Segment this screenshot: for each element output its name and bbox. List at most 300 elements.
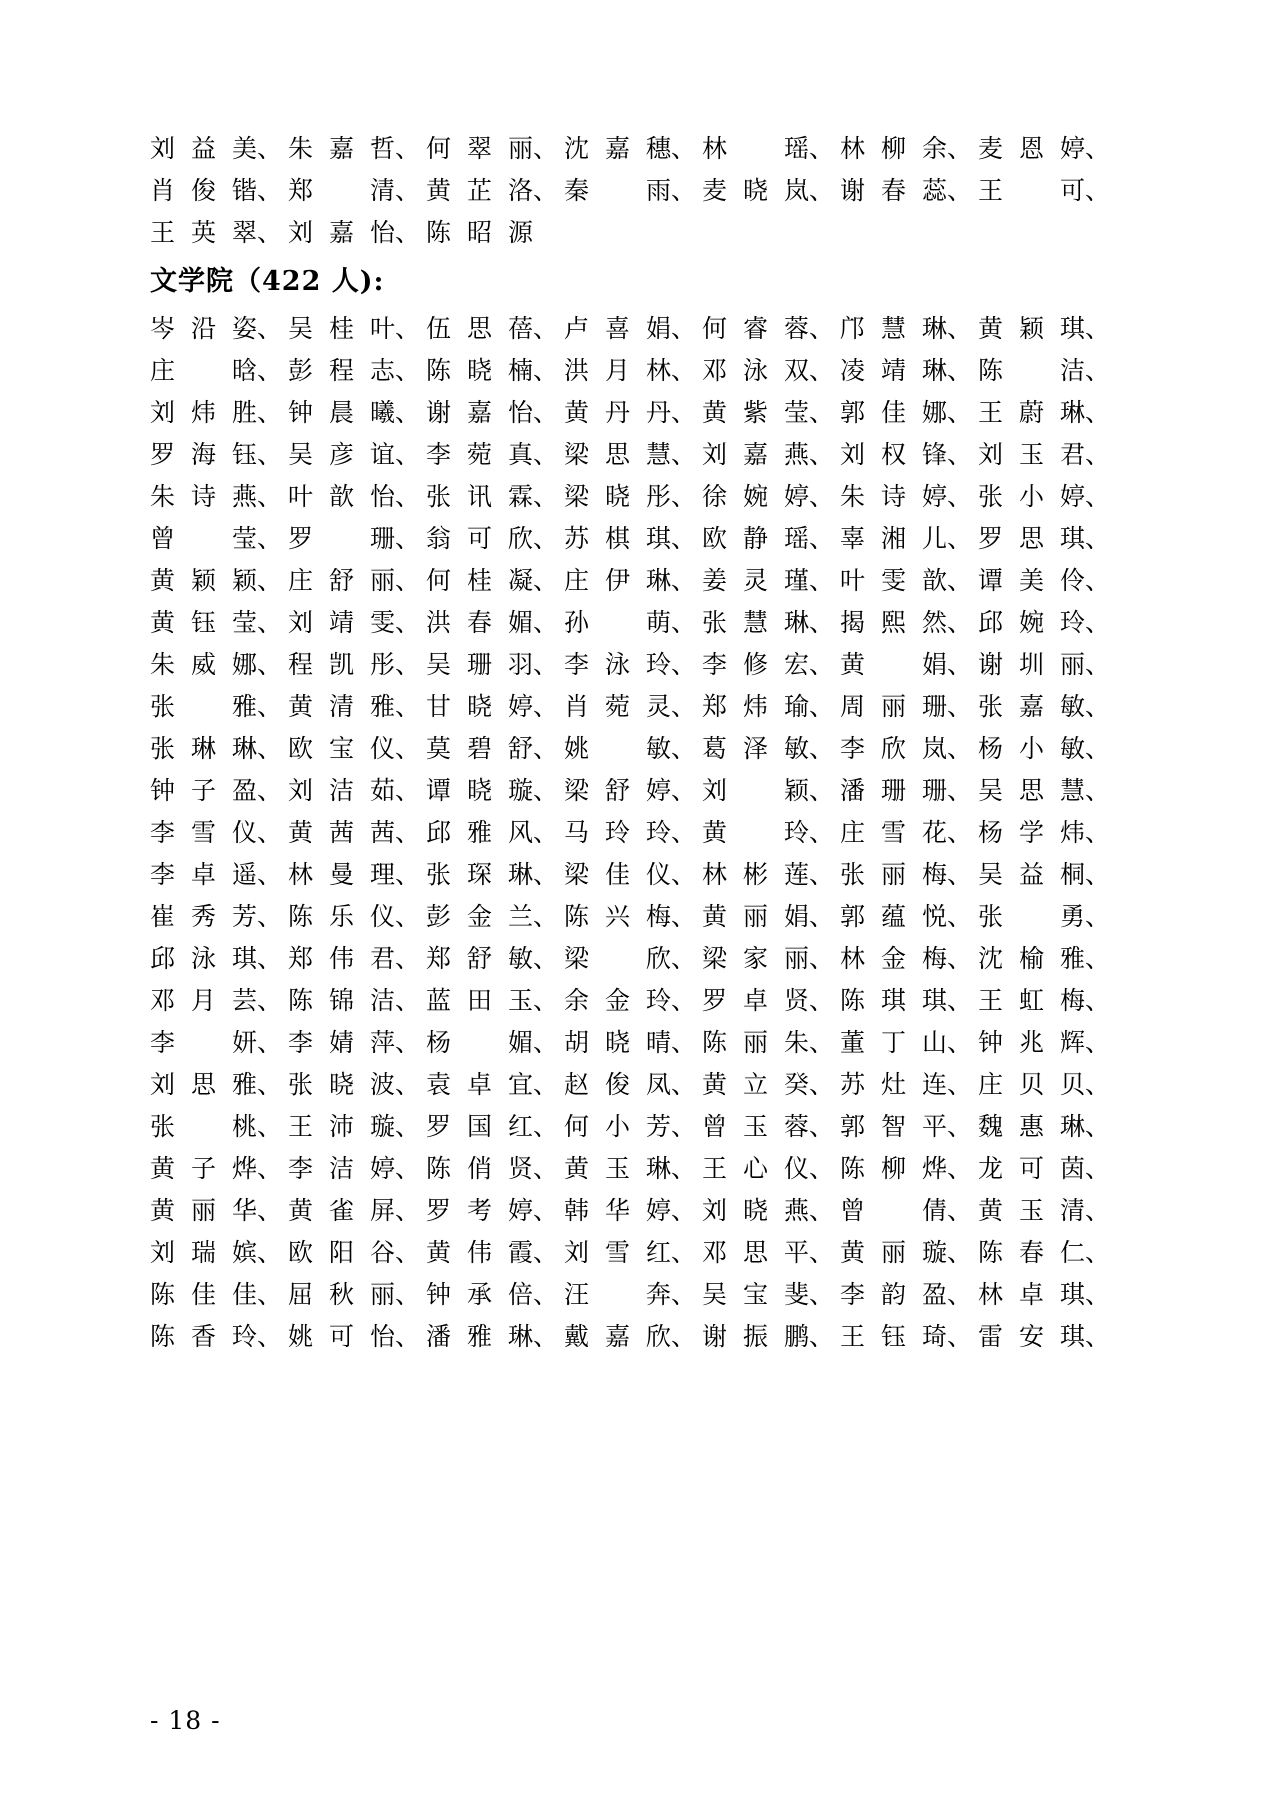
name-separator: 、 <box>947 1112 973 1141</box>
name-cell <box>564 938 702 980</box>
name-cell <box>564 392 702 434</box>
name-cell <box>840 518 978 560</box>
person-name: 何翠丽 <box>426 134 533 163</box>
name-separator: 、 <box>809 1196 835 1225</box>
name-cell <box>564 1232 702 1274</box>
name-cell <box>288 308 426 350</box>
person-name: 陈俏贤 <box>426 1154 533 1183</box>
name-separator: 、 <box>1085 440 1111 469</box>
name-separator: 、 <box>533 356 559 385</box>
person-name: 张琳琳 <box>150 734 257 763</box>
name-cell <box>978 686 1116 728</box>
name-separator: 、 <box>947 482 973 511</box>
name-cell <box>426 1190 564 1232</box>
name-separator: 、 <box>1085 1280 1111 1309</box>
name-row <box>150 1064 1116 1106</box>
name-separator: 、 <box>1085 1154 1111 1183</box>
name-separator: 、 <box>257 986 283 1015</box>
name-cell <box>978 1232 1116 1274</box>
name-cell <box>702 392 840 434</box>
person-name: 邱泳琪 <box>150 944 257 973</box>
person-name: 刘嘉燕 <box>702 440 809 469</box>
name-separator: 、 <box>947 608 973 637</box>
name-separator: 、 <box>1085 734 1111 763</box>
name-list-section-block <box>150 308 1116 1358</box>
name-cell <box>288 896 426 938</box>
person-name: 李婧萍 <box>288 1028 395 1057</box>
person-name: 郑 清 <box>288 176 395 205</box>
name-separator: 、 <box>257 356 283 385</box>
person-name: 彭金兰 <box>426 902 533 931</box>
person-name: 郑舒敏 <box>426 944 533 973</box>
name-separator: 、 <box>947 1322 973 1351</box>
name-separator: 、 <box>809 1154 835 1183</box>
person-name: 何睿蓉 <box>702 314 809 343</box>
person-name: 邓思平 <box>702 1238 809 1267</box>
name-separator: 、 <box>947 776 973 805</box>
name-cell <box>840 1316 978 1358</box>
name-separator: 、 <box>671 314 697 343</box>
name-separator: 、 <box>533 650 559 679</box>
person-name: 姚可怡 <box>288 1322 395 1351</box>
name-separator: 、 <box>1085 134 1111 163</box>
name-separator: 、 <box>533 176 559 205</box>
name-cell <box>840 812 978 854</box>
name-separator: 、 <box>671 176 697 205</box>
person-name: 胡晓晴 <box>564 1028 671 1057</box>
name-separator: 、 <box>809 1070 835 1099</box>
name-cell <box>150 686 288 728</box>
person-name: 罗思琪 <box>978 524 1085 553</box>
name-separator: 、 <box>947 1028 973 1057</box>
person-name: 林柳余 <box>840 134 947 163</box>
name-separator: 、 <box>809 986 835 1015</box>
name-cell <box>426 1064 564 1106</box>
person-name: 陈香玲 <box>150 1322 257 1351</box>
person-name: 谢嘉怡 <box>426 398 533 427</box>
person-name: 汪 奔 <box>564 1280 671 1309</box>
name-cell <box>564 1316 702 1358</box>
name-separator: 、 <box>671 440 697 469</box>
name-cell <box>702 1106 840 1148</box>
person-name: 林卓琪 <box>978 1280 1085 1309</box>
name-cell <box>978 1148 1116 1190</box>
person-name: 郭蕴悦 <box>840 902 947 931</box>
name-cell <box>288 938 426 980</box>
person-name: 黄清雅 <box>288 692 395 721</box>
name-row <box>150 560 1116 602</box>
name-separator: 、 <box>809 440 835 469</box>
name-cell <box>288 434 426 476</box>
name-row <box>150 392 1116 434</box>
person-name: 罗卓贤 <box>702 986 809 1015</box>
name-separator: 、 <box>257 944 283 973</box>
section-heading: 文学院（422 人): <box>150 266 385 297</box>
person-name: 黄丽璇 <box>840 1238 947 1267</box>
person-name: 周丽珊 <box>840 692 947 721</box>
person-name: 何小芳 <box>564 1112 671 1141</box>
person-name: 吴桂叶 <box>288 314 395 343</box>
name-row <box>150 434 1116 476</box>
name-separator: 、 <box>671 524 697 553</box>
name-cell <box>840 350 978 392</box>
name-cell <box>288 1232 426 1274</box>
name-separator: 、 <box>533 1028 559 1057</box>
name-cell <box>150 1274 288 1316</box>
name-separator: 、 <box>809 776 835 805</box>
name-separator: 、 <box>533 818 559 847</box>
name-separator: 、 <box>395 902 421 931</box>
person-name: 程凯彤 <box>288 650 395 679</box>
name-separator: 、 <box>809 314 835 343</box>
name-cell <box>978 602 1116 644</box>
person-name: 韩华婷 <box>564 1196 671 1225</box>
name-separator: 、 <box>395 1280 421 1309</box>
person-name: 吴思慧 <box>978 776 1085 805</box>
name-separator: 、 <box>533 1322 559 1351</box>
person-name: 欧阳谷 <box>288 1238 395 1267</box>
person-name: 朱威娜 <box>150 650 257 679</box>
name-separator: 、 <box>1085 398 1111 427</box>
name-row <box>150 350 1116 392</box>
name-cell <box>150 980 288 1022</box>
name-cell <box>288 770 426 812</box>
person-name: 陈丽朱 <box>702 1028 809 1057</box>
name-cell <box>702 938 840 980</box>
name-separator: 、 <box>395 1196 421 1225</box>
name-separator: 、 <box>671 608 697 637</box>
person-name: 吴益桐 <box>978 860 1085 889</box>
name-cell <box>150 1022 288 1064</box>
name-separator: 、 <box>395 314 421 343</box>
name-cell <box>150 560 288 602</box>
person-name: 张慧琳 <box>702 608 809 637</box>
person-name: 黄芷洛 <box>426 176 533 205</box>
name-separator: 、 <box>395 398 421 427</box>
person-name: 刘嘉怡 <box>288 218 395 247</box>
person-name: 陈琪琪 <box>840 986 947 1015</box>
name-cell <box>426 1274 564 1316</box>
person-name: 曾玉蓉 <box>702 1112 809 1141</box>
person-name: 黄雀屏 <box>288 1196 395 1225</box>
name-cell <box>426 644 564 686</box>
name-cell <box>702 560 840 602</box>
name-separator: 、 <box>809 356 835 385</box>
person-name: 黄丽娟 <box>702 902 809 931</box>
name-separator: 、 <box>671 134 697 163</box>
person-name: 黄伟霞 <box>426 1238 533 1267</box>
name-separator: 、 <box>671 1238 697 1267</box>
name-cell <box>426 518 564 560</box>
person-name: 邝慧琳 <box>840 314 947 343</box>
name-separator: 、 <box>257 398 283 427</box>
name-cell <box>840 686 978 728</box>
person-name: 孙 萌 <box>564 608 671 637</box>
name-cell <box>702 1232 840 1274</box>
name-cell <box>288 686 426 728</box>
person-name: 沈榆雅 <box>978 944 1085 973</box>
person-name: 吴宝斐 <box>702 1280 809 1309</box>
person-name: 李雪仪 <box>150 818 257 847</box>
name-separator: 、 <box>533 1154 559 1183</box>
name-cell <box>564 1106 702 1148</box>
name-cell <box>288 560 426 602</box>
person-name: 刘靖雯 <box>288 608 395 637</box>
person-name: 莫碧舒 <box>426 734 533 763</box>
name-cell <box>150 1190 288 1232</box>
person-name: 黄 娟 <box>840 650 947 679</box>
person-name: 梁思慧 <box>564 440 671 469</box>
name-separator: 、 <box>533 734 559 763</box>
name-cell <box>564 854 702 896</box>
person-name: 蓝田玉 <box>426 986 533 1015</box>
name-cell <box>702 350 840 392</box>
person-name: 欧宝仪 <box>288 734 395 763</box>
name-cell <box>288 1148 426 1190</box>
name-cell <box>564 602 702 644</box>
name-cell <box>702 770 840 812</box>
name-row <box>150 854 1116 896</box>
person-name: 王 可 <box>978 176 1085 205</box>
person-name: 沈嘉穗 <box>564 134 671 163</box>
name-cell <box>978 938 1116 980</box>
name-separator: 、 <box>671 902 697 931</box>
person-name: 刘益美 <box>150 134 257 163</box>
name-separator: 、 <box>671 860 697 889</box>
name-separator: 、 <box>809 692 835 721</box>
name-cell <box>702 518 840 560</box>
name-cell <box>564 1148 702 1190</box>
name-row <box>150 812 1116 854</box>
name-cell <box>978 770 1116 812</box>
name-cell <box>702 170 840 212</box>
name-cell <box>702 644 840 686</box>
name-separator: 、 <box>257 1154 283 1183</box>
name-row <box>150 602 1116 644</box>
name-cell <box>564 980 702 1022</box>
name-separator: 、 <box>671 692 697 721</box>
person-name: 苏灶连 <box>840 1070 947 1099</box>
name-separator: 、 <box>947 944 973 973</box>
name-separator: 、 <box>395 134 421 163</box>
person-name: 罗国红 <box>426 1112 533 1141</box>
name-separator: 、 <box>257 902 283 931</box>
name-separator: 、 <box>257 860 283 889</box>
name-separator: 、 <box>671 818 697 847</box>
name-row <box>150 1190 1116 1232</box>
name-cell <box>978 560 1116 602</box>
person-name: 何桂凝 <box>426 566 533 595</box>
name-separator: 、 <box>809 1238 835 1267</box>
person-name: 黄玉琳 <box>564 1154 671 1183</box>
person-name: 李洁婷 <box>288 1154 395 1183</box>
person-name: 黄丽华 <box>150 1196 257 1225</box>
name-separator: 、 <box>1085 314 1111 343</box>
name-cell <box>978 1190 1116 1232</box>
name-separator: 、 <box>947 356 973 385</box>
person-name: 黄玉清 <box>978 1196 1085 1225</box>
name-cell <box>564 170 702 212</box>
person-name: 朱嘉哲 <box>288 134 395 163</box>
name-separator: 、 <box>809 902 835 931</box>
name-separator: 、 <box>809 650 835 679</box>
name-cell <box>426 980 564 1022</box>
name-cell <box>840 560 978 602</box>
name-cell <box>840 1232 978 1274</box>
name-separator: 、 <box>257 1196 283 1225</box>
name-cell <box>150 350 288 392</box>
name-cell <box>150 938 288 980</box>
name-separator: 、 <box>1085 1322 1111 1351</box>
person-name: 苏棋琪 <box>564 524 671 553</box>
person-name: 李卓遥 <box>150 860 257 889</box>
name-separator: 、 <box>533 776 559 805</box>
person-name: 刘洁茹 <box>288 776 395 805</box>
name-separator: 、 <box>533 314 559 343</box>
person-name: 黄茜茜 <box>288 818 395 847</box>
name-cell <box>978 896 1116 938</box>
name-separator: 、 <box>533 440 559 469</box>
name-cell <box>978 980 1116 1022</box>
name-separator: 、 <box>1085 566 1111 595</box>
name-cell <box>840 938 978 980</box>
person-name: 张讯霖 <box>426 482 533 511</box>
name-cell <box>288 1106 426 1148</box>
name-cell <box>702 212 840 254</box>
name-cell <box>150 728 288 770</box>
top-block-table <box>150 128 1116 254</box>
person-name: 秦 雨 <box>564 176 671 205</box>
person-name: 徐婉婷 <box>702 482 809 511</box>
person-name: 黄钰莹 <box>150 608 257 637</box>
person-name: 陈乐仪 <box>288 902 395 931</box>
person-name: 钟晨曦 <box>288 398 395 427</box>
name-separator: 、 <box>257 1238 283 1267</box>
name-separator: 、 <box>533 1280 559 1309</box>
name-separator: 、 <box>533 1238 559 1267</box>
name-separator: 、 <box>395 608 421 637</box>
name-separator: 、 <box>395 566 421 595</box>
person-name: 梁舒婷 <box>564 776 671 805</box>
name-cell <box>978 170 1116 212</box>
name-cell <box>702 1064 840 1106</box>
person-name: 伍思蓓 <box>426 314 533 343</box>
name-separator: 、 <box>947 692 973 721</box>
name-separator: 、 <box>1085 176 1111 205</box>
name-separator: 、 <box>1085 692 1111 721</box>
name-separator: 、 <box>257 440 283 469</box>
name-separator: 、 <box>395 1238 421 1267</box>
person-name: 钟兆辉 <box>978 1028 1085 1057</box>
name-cell <box>564 128 702 170</box>
name-separator: 、 <box>257 218 283 247</box>
person-name: 李菀真 <box>426 440 533 469</box>
name-cell <box>564 434 702 476</box>
person-name: 肖俊锴 <box>150 176 257 205</box>
name-cell <box>978 476 1116 518</box>
name-separator: 、 <box>257 566 283 595</box>
name-separator: 、 <box>947 1154 973 1183</box>
name-cell <box>150 170 288 212</box>
name-separator: 、 <box>257 1028 283 1057</box>
name-cell <box>426 1022 564 1064</box>
name-separator: 、 <box>809 944 835 973</box>
name-cell <box>426 392 564 434</box>
name-cell <box>564 1190 702 1232</box>
name-cell <box>288 1064 426 1106</box>
name-separator: 、 <box>533 1196 559 1225</box>
name-separator: 、 <box>257 1322 283 1351</box>
name-cell <box>564 896 702 938</box>
person-name: 欧静瑶 <box>702 524 809 553</box>
top-block-body <box>150 128 1116 254</box>
name-cell <box>702 812 840 854</box>
person-name: 李泳玲 <box>564 650 671 679</box>
name-separator: 、 <box>671 1070 697 1099</box>
name-cell <box>840 728 978 770</box>
person-name: 魏惠琳 <box>978 1112 1085 1141</box>
name-cell <box>978 1064 1116 1106</box>
name-separator: 、 <box>809 482 835 511</box>
name-cell <box>978 392 1116 434</box>
name-cell <box>840 128 978 170</box>
name-separator: 、 <box>809 524 835 553</box>
name-cell <box>702 602 840 644</box>
name-separator: 、 <box>1085 776 1111 805</box>
name-separator: 、 <box>947 986 973 1015</box>
name-separator: 、 <box>947 398 973 427</box>
person-name: 吴彦谊 <box>288 440 395 469</box>
name-row <box>150 212 1116 254</box>
person-name: 王钰琦 <box>840 1322 947 1351</box>
person-name: 翁可欣 <box>426 524 533 553</box>
person-name: 刘瑞嫔 <box>150 1238 257 1267</box>
name-separator: 、 <box>947 1196 973 1225</box>
name-row <box>150 980 1116 1022</box>
person-name: 麦恩婷 <box>978 134 1085 163</box>
name-separator: 、 <box>395 1070 421 1099</box>
name-separator: 、 <box>1085 860 1111 889</box>
name-separator: 、 <box>395 356 421 385</box>
name-cell <box>426 854 564 896</box>
name-cell <box>564 1064 702 1106</box>
name-separator: 、 <box>671 776 697 805</box>
name-row <box>150 896 1116 938</box>
name-separator: 、 <box>257 134 283 163</box>
person-name: 王英翠 <box>150 218 257 247</box>
name-cell <box>150 434 288 476</box>
person-name: 李修宏 <box>702 650 809 679</box>
name-cell <box>702 308 840 350</box>
name-separator: 、 <box>257 1280 283 1309</box>
name-cell <box>702 896 840 938</box>
name-separator: 、 <box>947 1280 973 1309</box>
name-separator: 、 <box>395 524 421 553</box>
name-cell <box>564 476 702 518</box>
person-name: 叶歆怡 <box>288 482 395 511</box>
person-name: 潘珊珊 <box>840 776 947 805</box>
name-cell <box>426 212 564 254</box>
name-separator: 、 <box>947 860 973 889</box>
name-separator: 、 <box>947 566 973 595</box>
name-cell <box>426 938 564 980</box>
person-name: 梁佳仪 <box>564 860 671 889</box>
name-cell <box>978 644 1116 686</box>
name-cell <box>288 128 426 170</box>
name-cell <box>840 980 978 1022</box>
name-separator: 、 <box>533 482 559 511</box>
person-name: 郑伟君 <box>288 944 395 973</box>
